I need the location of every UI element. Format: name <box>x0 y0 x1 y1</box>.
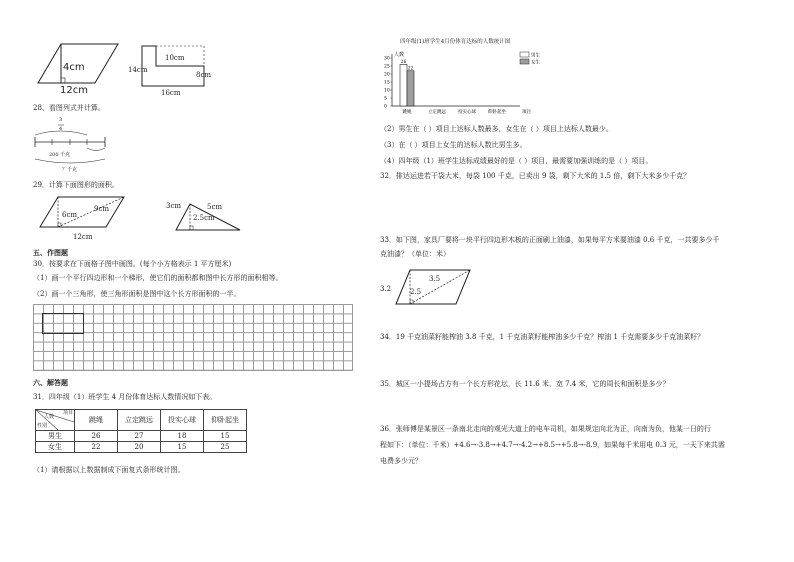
fig33-top-label: 3.5 <box>429 275 441 283</box>
x-axis-label: 项目 <box>522 110 531 115</box>
total-amount-label: ？千克 <box>62 167 78 173</box>
fig29a-height-label: 6cm <box>62 211 78 219</box>
y-axis-label: 人数 <box>394 52 405 58</box>
table-corner-cell <box>36 410 75 431</box>
legend-swatch <box>520 59 529 64</box>
table-cell: 27 <box>118 431 161 442</box>
header-cell: 投实心球 <box>161 410 204 431</box>
y-tick-label: 10 <box>384 88 390 94</box>
row-label: 男生 <box>36 431 75 442</box>
question-36-line-3: 电费多少元？ <box>380 457 422 465</box>
grid-rectangle <box>42 313 84 334</box>
sports-score-table <box>35 409 247 453</box>
question-29: 29．计算下面图形的面积。 <box>33 181 119 189</box>
l-shape-top-label: 10cm <box>165 54 185 62</box>
legend-swatch <box>520 52 529 57</box>
table-cell: 22 <box>75 442 118 453</box>
bar <box>407 71 414 106</box>
table-cell: 20 <box>118 442 161 453</box>
chart-title: 四年级(1)班学生4月份体育达标的人数统计图 <box>400 39 511 45</box>
section-5-heading: 五、作图题 <box>33 248 68 257</box>
y-tick-label: 0 <box>384 104 387 110</box>
question-33-line-2: 克油漆？（单位：米） <box>380 250 450 258</box>
question-30-part-2: （2）画一个三角形，使三角形面积是图中这个长方形面积的一半。 <box>33 290 241 298</box>
y-tick-label: 15 <box>384 80 390 86</box>
table-cell: 15 <box>204 431 247 442</box>
wood-board-figure <box>392 266 474 310</box>
header-cell: 仰卧起坐 <box>204 410 247 431</box>
header-cell: 立定跳远 <box>118 410 161 431</box>
corner-top-label: 项目 <box>62 410 73 416</box>
l-shape-left-label: 14cm <box>128 66 148 74</box>
section-6-heading: 六、解答题 <box>33 378 68 387</box>
l-shape-bottom-label: 16cm <box>161 89 181 97</box>
legend-label: 女生 <box>531 60 540 66</box>
question-32: 32．排达运进若干袋大米，每袋 100 千克，已卖出 9 袋，剩下大米的 1.5 倍，剩下大米多少千克？ <box>380 172 691 180</box>
fig33-side-label: 3.2 <box>380 285 392 293</box>
question-31-part-4: （4）四年级（1）班学生达标成绩最好的是（ ）项目，最需要加强训练的是（ ）项目。 <box>380 157 653 165</box>
fig33-height-label: 2.5 <box>410 288 422 296</box>
question-35: 35．城区一小提场占方有一个长方形花坛，长 11.6 米，宽 7.4 米，它的周长和面积是多少？ <box>380 380 670 388</box>
x-tick-label: 仰卧起坐 <box>488 110 506 115</box>
question-30: 30．按要求在下面格子图中画图。(每个小方格表示 1 平方厘米) <box>33 260 232 268</box>
bar-chart <box>362 48 562 120</box>
question-31: 31．四年级（1）班学生 4 月份体育达标人数情况如下表。 <box>33 393 217 401</box>
fig29b-left-label: 3cm <box>166 202 182 210</box>
fraction-denominator: 4 <box>59 126 63 132</box>
fraction-numerator: 3 <box>59 117 63 123</box>
l-shape-right-label: 8cm <box>196 71 212 79</box>
legend-label: 男生 <box>531 53 540 59</box>
question-31-part-2: （2）男生在（ ）项目上达标人数最多，女生在（ ）项目上达标人数最少。 <box>380 125 613 133</box>
table-cell: 18 <box>161 431 204 442</box>
question-36-line-1: 36．张师傅是某景区一条南北走向的观光大道上的电车司机，如果规定向北为正，向南为负，他某一日的行 <box>380 425 711 433</box>
question-31-part-1: （1）请根据以上数据制成下面复式条形统计图。 <box>33 466 185 474</box>
data-label: 26 <box>400 59 407 65</box>
question-28: 28、看图列式并计算。 <box>33 104 105 112</box>
y-tick-label: 20 <box>384 72 390 78</box>
y-tick-label: 25 <box>384 64 390 70</box>
table-cell: 15 <box>161 442 204 453</box>
corner-bottom-label: 性别 <box>37 423 48 429</box>
question-34: 34．19 千克油菜籽能榨油 3.8 千克，1 千克油菜籽能榨油多少千克？榨油 1 千克需要多少千克油菜籽？ <box>380 333 705 341</box>
fig29b-right-label: 5cm <box>207 203 223 211</box>
l-shape-figure <box>140 44 210 89</box>
x-tick-label: 立定跳远 <box>428 110 446 115</box>
data-label: 22 <box>407 66 414 72</box>
parallelogram-area-figure <box>36 193 128 237</box>
table-cell: 26 <box>75 431 118 442</box>
header-cell: 跳绳 <box>75 410 118 431</box>
row-label: 女生 <box>36 442 75 453</box>
y-tick-label: 5 <box>384 96 387 102</box>
y-tick-label: 30 <box>384 56 390 62</box>
question-30-part-1: （1）画一个平行四边形和一个梯形，使它们的面积都和图中长方形的面积相等。 <box>33 274 283 282</box>
corner-mid-label: 人数 <box>44 414 55 420</box>
table-cell: 25 <box>204 442 247 453</box>
known-amount-label: 200 千克 <box>49 152 71 158</box>
fig29a-base-label: 12cm <box>73 233 93 241</box>
question-36-line-2: 程如下：（单位：千米）+4.6→-3.8→+4.7→-4.2→+8.5→+5.8→-8.9，如果每千米用电 0.3 元，一天下来共需 <box>380 441 725 449</box>
question-33-line-1: 33．如下图，家具厂要将一块平行四边形木板的正面刷上油漆，如果每平方米要油漆 0.6 千克，一共要多少千 <box>380 236 720 244</box>
x-tick-label: 跳绳 <box>402 110 412 115</box>
bar <box>400 64 407 106</box>
parallelogram-base-label: 12cm <box>60 85 88 96</box>
x-tick-label: 投实心球 <box>458 110 476 115</box>
fig29b-height-label: 2.5cm <box>193 214 215 222</box>
fig29a-side-label: 9cm <box>94 205 110 213</box>
question-31-part-3: （3）在（ ）项目上女生的达标人数比男生多。 <box>380 141 527 149</box>
parallelogram-height-label: 4cm <box>63 62 85 73</box>
